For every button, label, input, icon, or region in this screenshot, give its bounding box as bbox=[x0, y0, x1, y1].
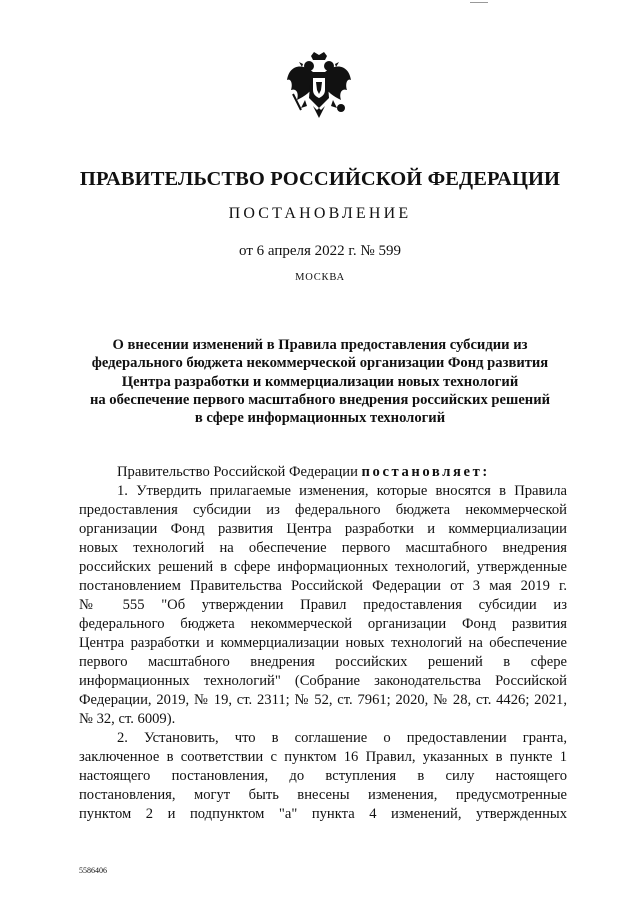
body-line: 2. Установить, что в соглашение о предоставлении гранта, bbox=[117, 730, 567, 746]
body-line: Федерации, 2019, № 19, ст. 2311; № 52, ст. 7961; 2020, № 28, ст. 4426; 2021, bbox=[79, 692, 567, 708]
body-line: предоставления субсидии из федерального бюджета некоммерческой bbox=[79, 502, 567, 518]
document-code: 5586406 bbox=[79, 866, 107, 875]
body-line: постановлением Правительства Российской Федерации от 3 мая 2019 г. bbox=[79, 578, 567, 594]
body-line: первого масштабного внедрения российских решений в сфере bbox=[79, 654, 567, 670]
document-subject bbox=[60, 336, 580, 427]
body-line: новых технологий на обеспечение первого масштабного внедрения bbox=[79, 540, 567, 556]
body-line: организации Фонд развития Центра разработки и коммерциализации bbox=[79, 521, 567, 537]
body-line: настоящего постановления, до вступления в силу настоящего bbox=[79, 768, 567, 784]
document-city: МОСКВА bbox=[295, 272, 345, 283]
document-type: ПОСТАНОВЛЕНИЕ bbox=[228, 205, 412, 222]
body-line: информационных технологий" (Собрание законодательства Российской bbox=[79, 673, 567, 689]
document-body bbox=[79, 463, 567, 824]
body-line: № 555 "Об утверждении Правил предоставления субсидии из bbox=[79, 597, 567, 613]
preamble-line bbox=[79, 463, 567, 482]
body-line: пунктом 2 и подпунктом "а" пункта 4 изменений, утвержденных bbox=[79, 806, 567, 822]
body-line: федерального бюджета некоммерческой организации Фонд развития bbox=[79, 616, 567, 632]
decree-word: постановляет: bbox=[361, 464, 490, 480]
body-line: № 32, ст. 6009). bbox=[79, 711, 176, 727]
subject-line: федерального бюджета некоммерческой организации Фонд развития bbox=[91, 355, 549, 372]
body-line: 1. Утвердить прилагаемые изменения, которые вносятся в Правила bbox=[117, 483, 567, 499]
coat-of-arms-emblem bbox=[283, 50, 355, 126]
subject-line: на обеспечение первого масштабного внедрения российских решений bbox=[89, 391, 551, 408]
body-line: заключенное в соответствии с пунктом 16 Правил, указанных в пункте 1 bbox=[79, 749, 567, 765]
body-line: постановления, могут быть внесены изменения, предусмотренные bbox=[79, 787, 567, 803]
subject-line: О внесении изменений в Правила предоставления субсидии из bbox=[112, 337, 528, 353]
body-line: Центра разработки и коммерциализации новых технологий на обеспечение bbox=[79, 635, 567, 651]
subject-line: в сфере информационных технологий bbox=[194, 410, 446, 427]
preamble-text: Правительство Российской Федерации bbox=[117, 464, 358, 480]
body-line: российских решений в сфере информационных технологий, утвержденные bbox=[79, 559, 567, 575]
document-date-number: от 6 апреля 2022 г. № 599 bbox=[239, 243, 401, 259]
subject-line: Центра разработки и коммерциализации новых технологий bbox=[121, 373, 519, 390]
government-title: ПРАВИТЕЛЬСТВО РОССИЙСКОЙ ФЕДЕРАЦИИ bbox=[79, 168, 561, 190]
scan-mark bbox=[470, 2, 488, 3]
